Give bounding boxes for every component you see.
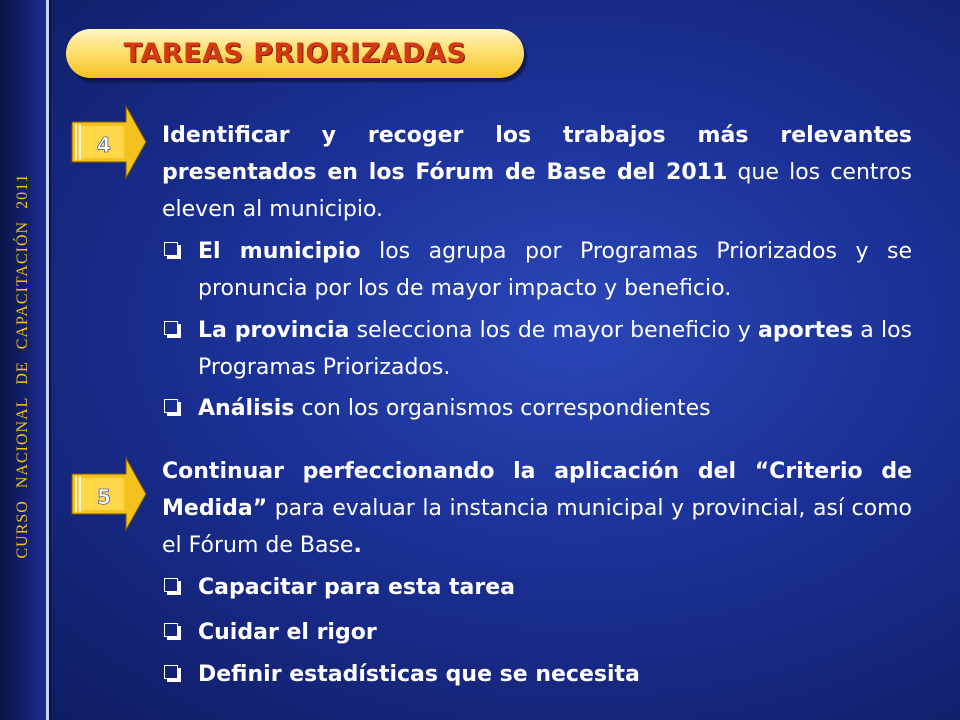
- bullet-bold: Análisis: [198, 396, 295, 421]
- course-label: [14, 161, 32, 558]
- task-4-intro-bold: Identificar y recoger los trabajos más relevantes presentados en los Fórum de Base del 2011: [162, 123, 912, 185]
- bullet-bold: aportes: [758, 318, 854, 343]
- task-5-intro-rest: para evaluar la instancia municipal y provincial, así como el Fórum de Base: [162, 496, 912, 558]
- task-4-intro-rest: que los centros eleven al municipio.: [162, 160, 913, 222]
- task-4-intro: [162, 117, 912, 228]
- task-5-intro-bold: Continuar perfeccionando la aplicación del “Criterio de Medida”: [162, 459, 912, 521]
- sidebar: [0, 0, 49, 720]
- bullet-bold: El municipio: [198, 239, 361, 264]
- training-word: CAPACITACIÓN: [14, 220, 31, 350]
- task-4-badge: [68, 104, 148, 180]
- title-banner: [66, 29, 524, 78]
- task-5-intro-end: .: [353, 533, 362, 558]
- page-title: TAREAS PRIORIZADAS: [123, 38, 467, 69]
- year-word: 2011: [14, 173, 31, 209]
- checkbox-bullet-icon: [164, 399, 178, 413]
- bullet-text: con los organismos correspondientes: [294, 396, 711, 421]
- task-5-bullet-2: [162, 614, 912, 651]
- bullet-bold: Cuidar el rigor: [198, 620, 377, 645]
- bullet-bold: Capacitar para esta tarea: [198, 575, 516, 600]
- bullet-text: selecciona los de mayor beneficio y: [349, 318, 759, 343]
- task-5-intro: [162, 453, 912, 564]
- national-word: NACIONAL: [14, 396, 31, 489]
- chevron-arrow-icon: [68, 456, 148, 532]
- bullet-text: los agrupa por Programas Priorizados y se pronuncia por los de mayor impacto y beneficio.: [198, 239, 912, 301]
- task-5-bullet-3: [162, 656, 912, 693]
- task-5-number: 5: [97, 485, 111, 509]
- task-4-number: 4: [97, 133, 111, 157]
- task-4-bullet-3: [162, 390, 912, 427]
- checkbox-bullet-icon: [164, 321, 178, 335]
- chevron-arrow-icon: [68, 104, 148, 180]
- bullet-bold: Definir estadísticas que se necesita: [198, 662, 640, 687]
- task-5-badge: [68, 456, 148, 532]
- course-word: CURSO: [14, 500, 31, 559]
- de-word: DE: [14, 361, 31, 385]
- checkbox-bullet-icon: [164, 665, 178, 679]
- task-4-bullet-1: [162, 233, 912, 307]
- task-4-bullet-2: [162, 312, 912, 386]
- checkbox-bullet-icon: [164, 623, 178, 637]
- task-5-bullet-1: [162, 569, 912, 606]
- checkbox-bullet-icon: [164, 578, 178, 592]
- checkbox-bullet-icon: [164, 242, 178, 256]
- bullet-bold: La provincia: [198, 318, 350, 343]
- bullet-text: a los Programas Priorizados.: [198, 318, 912, 380]
